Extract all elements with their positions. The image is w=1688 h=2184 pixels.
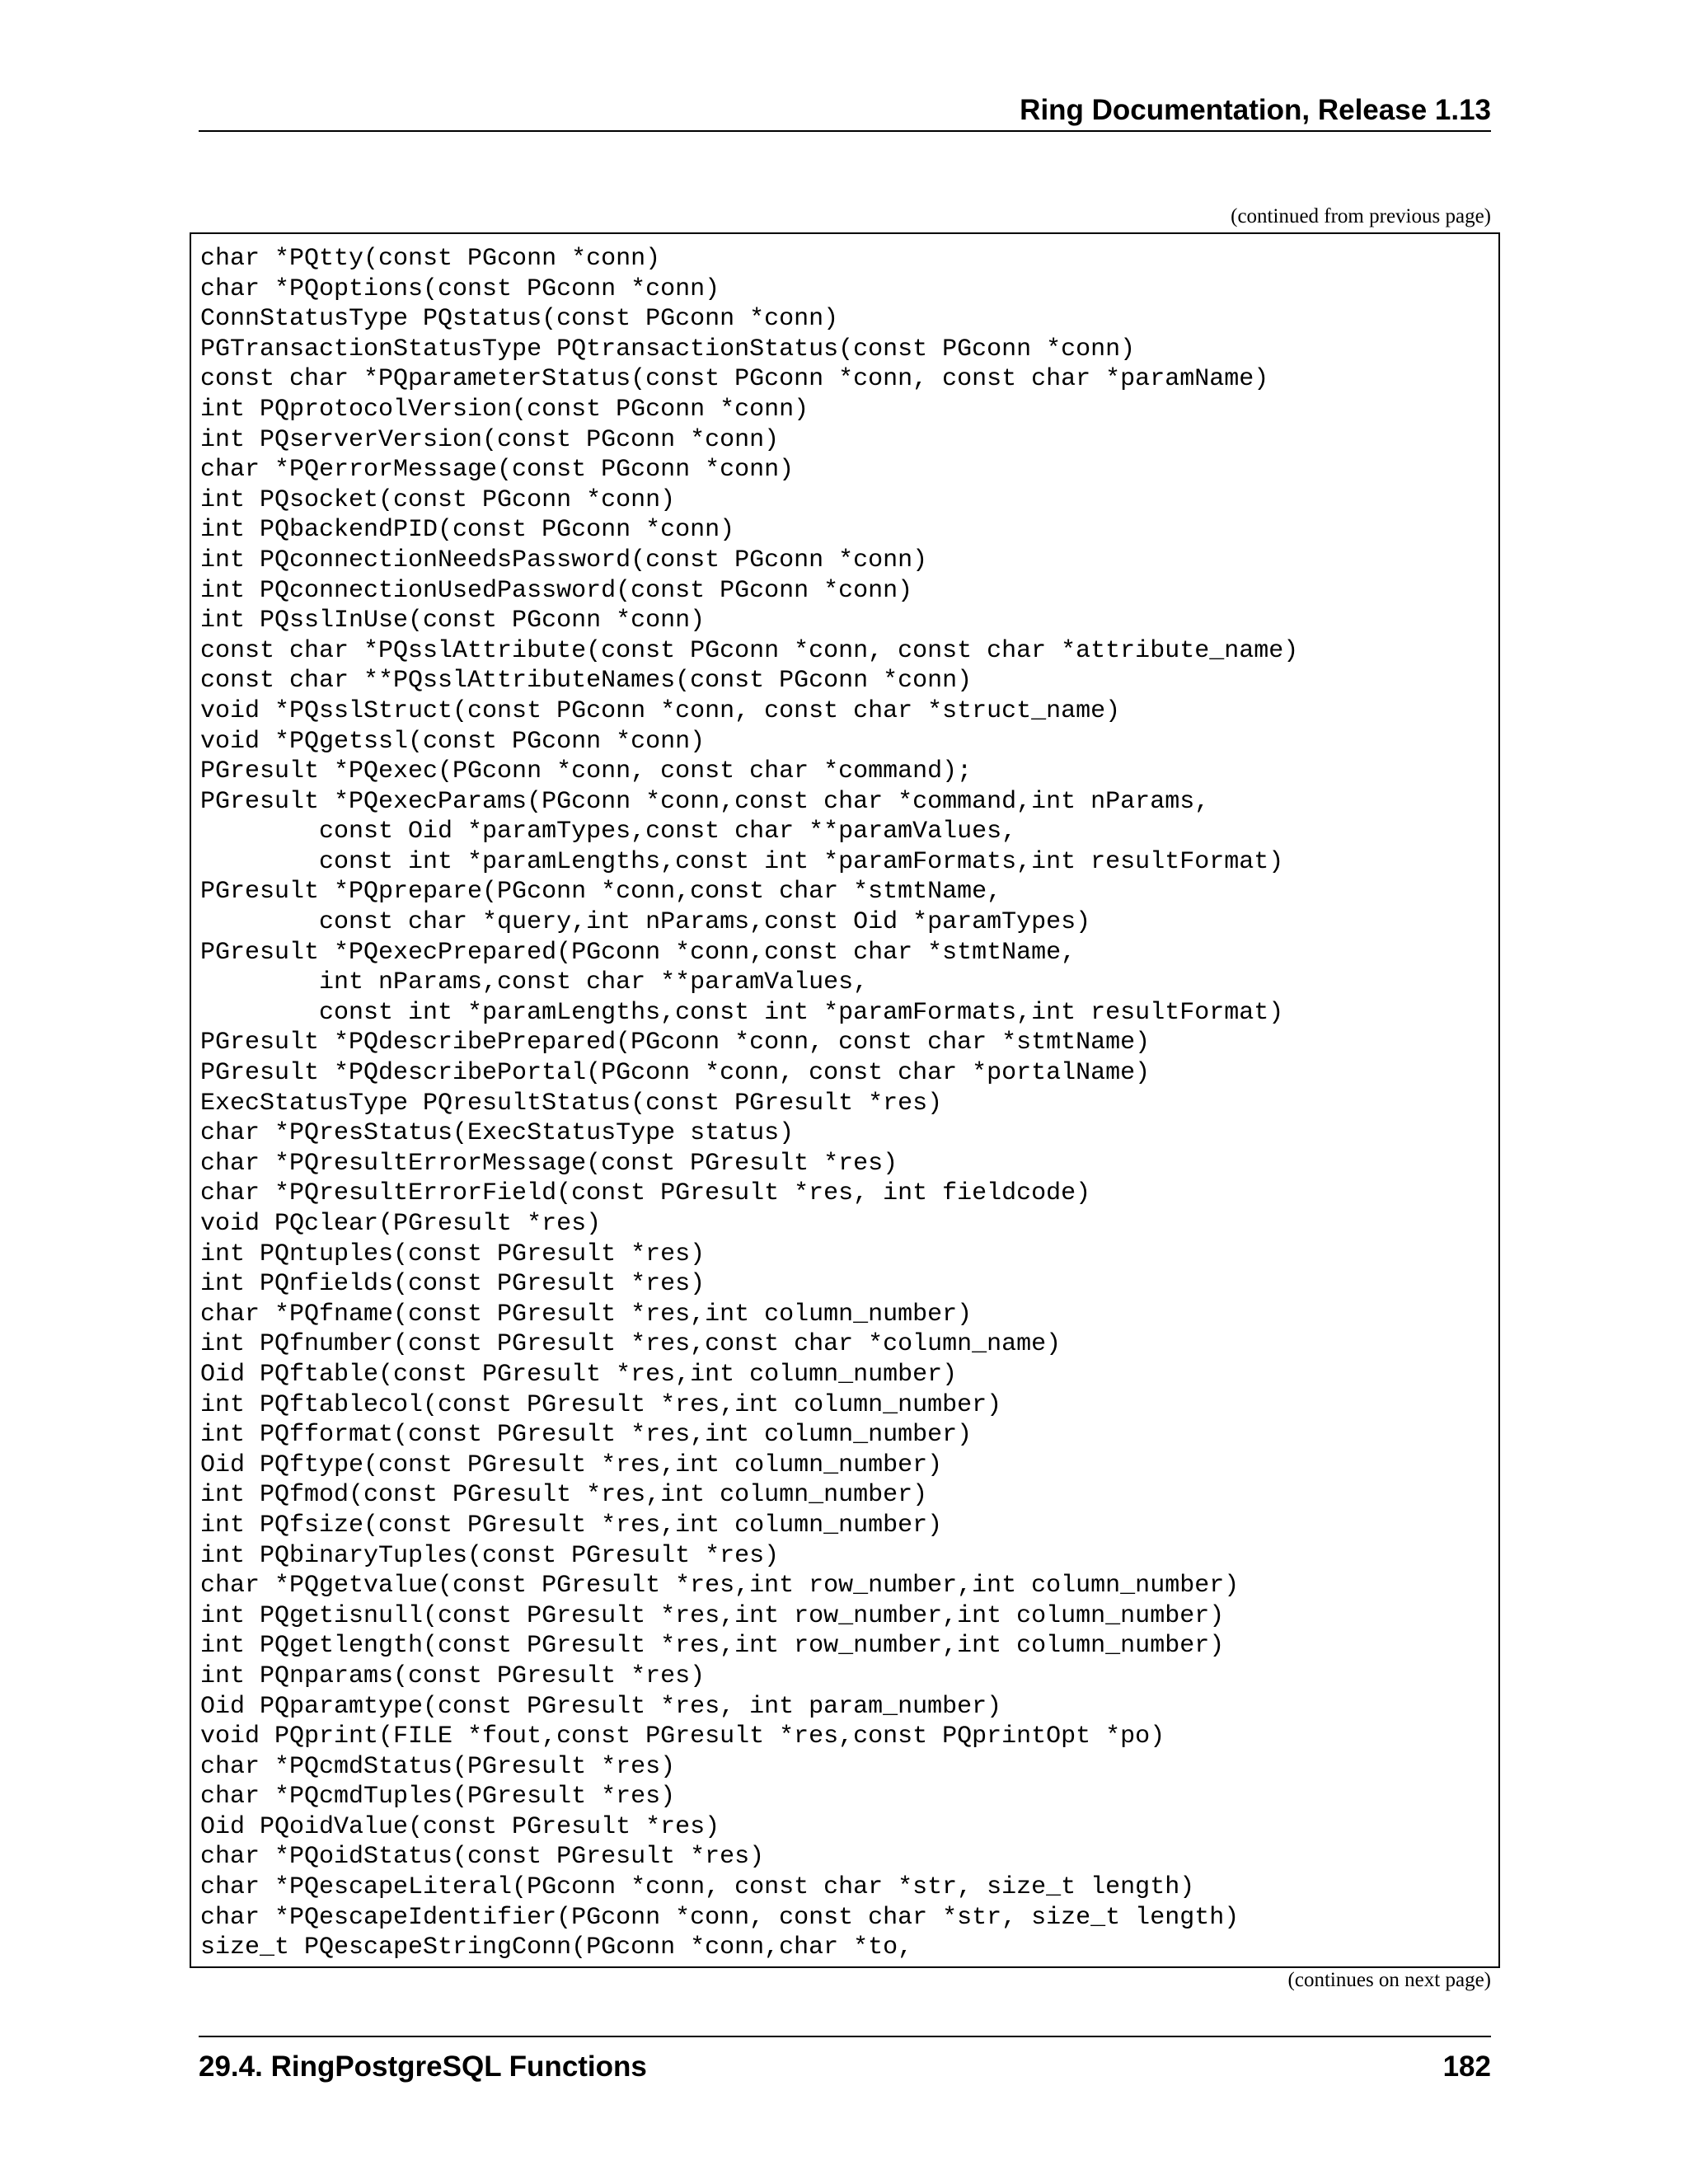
code-line: Oid PQoidValue(const PGresult *res) (200, 1812, 720, 1841)
continued-from-previous-note: (continued from previous page) (1231, 205, 1491, 227)
code-line: int PQserverVersion(const PGconn *conn) (200, 425, 780, 454)
code-line: int PQfformat(const PGresult *res,int column_number) (200, 1421, 973, 1450)
code-line: char *PQerrorMessage(const PGconn *conn) (200, 456, 795, 485)
code-line: const char **PQsslAttributeNames(const PGconn *conn) (200, 667, 973, 696)
code-line: char *PQoptions(const PGconn *conn) (200, 274, 720, 303)
code-line: const Oid *paramTypes,const char **paramValues, (200, 818, 1017, 846)
code-line: int PQsocket(const PGconn *conn) (200, 485, 676, 514)
document-title: Ring Documentation, Release 1.13 (1020, 94, 1491, 126)
code-line: PGTransactionStatusType PQtransactionStatus(const PGconn *conn) (200, 335, 1136, 363)
code-line: int PQgetisnull(const PGresult *res,int row_number,int column_number) (200, 1601, 1225, 1630)
code-line: PGresult *PQprepare(PGconn *conn,const char *stmtName, (200, 878, 1002, 907)
code-line: Oid PQparamtype(const PGresult *res, int param_number) (200, 1692, 1002, 1721)
code-line: char *PQcmdTuples(PGresult *res) (200, 1783, 676, 1811)
code-line: int PQftablecol(const PGresult *res,int column_number) (200, 1390, 1002, 1419)
code-line: Oid PQftype(const PGresult *res,int column_number) (200, 1451, 943, 1479)
code-line: int PQnparams(const PGresult *res) (200, 1661, 706, 1690)
page-number: 182 (1442, 2050, 1491, 2083)
code-line: int PQfnumber(const PGresult *res,const char *column_name) (200, 1330, 1062, 1359)
code-line: ConnStatusType PQstatus(const PGconn *conn) (200, 305, 839, 334)
code-line: char *PQfname(const PGresult *res,int column_number) (200, 1300, 973, 1329)
code-line: char *PQresStatus(ExecStatusType status) (200, 1119, 795, 1148)
code-line: const char *PQsslAttribute(const PGconn *conn, const char *attribute_name) (200, 636, 1299, 665)
code-line: PGresult *PQdescribePortal(PGconn *conn, const char *portalName) (200, 1059, 1151, 1088)
code-line: char *PQgetvalue(const PGresult *res,int row_number,int column_number) (200, 1572, 1240, 1601)
page-footer (199, 2036, 1491, 2087)
code-line: char *PQescapeIdentifier(PGconn *conn, const char *str, size_t length) (200, 1903, 1240, 1932)
code-line: int PQfmod(const PGresult *res,int column_number) (200, 1481, 928, 1510)
code-line: PGresult *PQdescribePrepared(PGconn *conn, const char *stmtName) (200, 1029, 1151, 1057)
code-line: char *PQoidStatus(const PGresult *res) (200, 1843, 765, 1872)
code-line: PGresult *PQexecPrepared(PGconn *conn,const char *stmtName, (200, 938, 1076, 967)
code-line: char *PQresultErrorField(const PGresult *res, int fieldcode) (200, 1179, 1091, 1208)
code-line: ExecStatusType PQresultStatus(const PGresult *res) (200, 1089, 943, 1118)
code-line: void *PQgetssl(const PGconn *conn) (200, 727, 706, 756)
code-block (190, 232, 1500, 1968)
code-line: const char *PQparameterStatus(const PGconn *conn, const char *paramName) (200, 365, 1269, 394)
code-line: const int *paramLengths,const int *paramFormats,int resultFormat) (200, 847, 1284, 876)
code-line: int PQconnectionNeedsPassword(const PGconn *conn) (200, 546, 928, 574)
code-line: size_t PQescapeStringConn(PGconn *conn,char *to, (200, 1933, 913, 1962)
code-line: char *PQresultErrorMessage(const PGresult *res) (200, 1149, 898, 1178)
code-line: int PQsslInUse(const PGconn *conn) (200, 607, 706, 635)
code-line: const char *query,int nParams,const Oid *paramTypes) (200, 908, 1091, 937)
code-line: int PQbackendPID(const PGconn *conn) (200, 516, 735, 545)
code-line: PGresult *PQexec(PGconn *conn, const char *command); (200, 757, 973, 786)
footer-section-title: 29.4. RingPostgreSQL Functions (199, 2050, 647, 2083)
code-line: int PQfsize(const PGresult *res,int column_number) (200, 1511, 943, 1540)
code-line: void PQprint(FILE *fout,const PGresult *res,const PQprintOpt *po) (200, 1722, 1165, 1751)
code-line: const int *paramLengths,const int *paramFormats,int resultFormat) (200, 998, 1284, 1027)
code-line: PGresult *PQexecParams(PGconn *conn,const char *command,int nParams, (200, 787, 1210, 816)
continues-on-next-note: (continues on next page) (1287, 1969, 1491, 1991)
code-line: int PQnfields(const PGresult *res) (200, 1270, 706, 1299)
code-line: char *PQescapeLiteral(PGconn *conn, const char *str, size_t length) (200, 1873, 1195, 1902)
code-line: int PQconnectionUsedPassword(const PGconn *conn) (200, 576, 913, 605)
code-line: void PQclear(PGresult *res) (200, 1210, 602, 1238)
page-header (199, 92, 1491, 132)
code-line: char *PQcmdStatus(PGresult *res) (200, 1752, 676, 1781)
code-line: void *PQsslStruct(const PGconn *conn, const char *struct_name) (200, 696, 1121, 725)
code-listing (191, 234, 1498, 1963)
code-line: int PQprotocolVersion(const PGconn *conn) (200, 395, 809, 424)
code-line: int PQntuples(const PGresult *res) (200, 1240, 706, 1268)
code-line: int PQgetlength(const PGresult *res,int row_number,int column_number) (200, 1632, 1225, 1661)
code-line: int PQbinaryTuples(const PGresult *res) (200, 1541, 780, 1570)
code-line: Oid PQftable(const PGresult *res,int column_number) (200, 1360, 958, 1389)
code-line: int nParams,const char **paramValues, (200, 968, 869, 997)
code-line: char *PQtty(const PGconn *conn) (200, 245, 661, 273)
